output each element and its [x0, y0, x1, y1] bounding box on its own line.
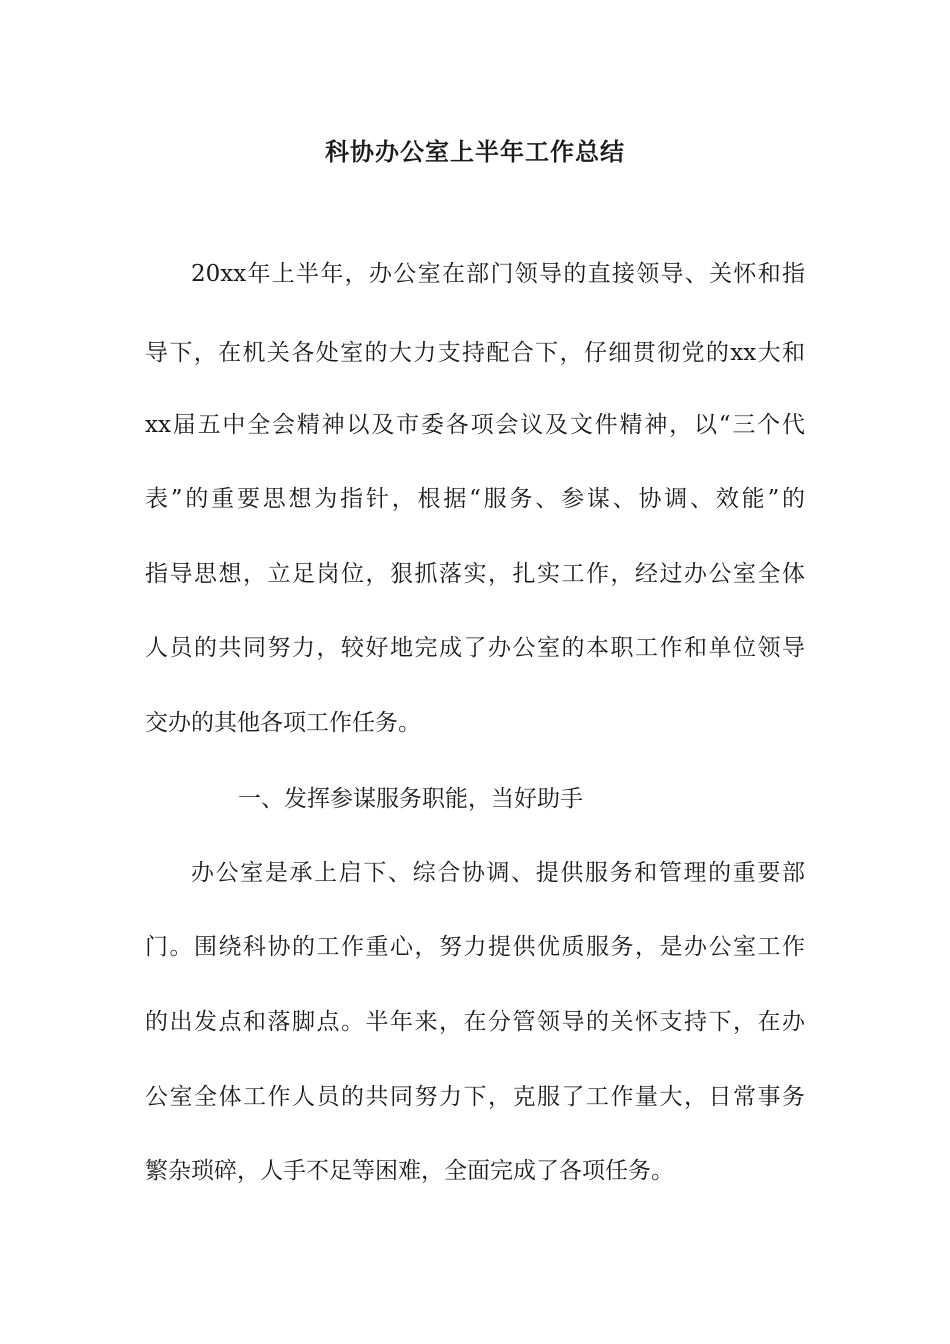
paragraph-1-line-1: 20xx年上半年，办公室在部门领导的直接领导、关怀和指 [191, 261, 805, 287]
paragraph-2-line-1: 办公室是承上启下、综合协调、提供服务和管理的重要部 [191, 860, 805, 886]
paragraph-1-line-2: 导下，在机关各处室的大力支持配合下，仔细贯彻党的xx大和 [145, 340, 805, 366]
paragraph-1-line-7: 交办的其他各项工作任务。 [145, 710, 421, 736]
paragraph-1-line-3: xx届五中全会精神以及市委各项会议及文件精神，以“三个代 [145, 412, 805, 438]
paragraph-2-line-2: 门。围绕科协的工作重心，努力提供优质服务，是办公室工作 [145, 934, 805, 960]
paragraph-2-line-3: 的出发点和落脚点。半年来，在分管领导的关怀支持下，在办 [145, 1009, 805, 1035]
paragraph-2-line-5: 繁杂琐碎，人手不足等困难，全面完成了各项任务。 [145, 1158, 674, 1184]
paragraph-1-line-5: 指导思想，立足岗位，狠抓落实，扎实工作，经过办公室全体 [145, 561, 805, 587]
document-title: 科协办公室上半年工作总结 [325, 138, 625, 166]
paragraph-1-line-4: 表”的重要思想为指针，根据“服务、参谋、协调、效能”的 [145, 486, 805, 512]
section-heading-1: 一、发挥参谋服务职能，当好助手 [238, 786, 583, 812]
paragraph-2-line-4: 公室全体工作人员的共同努力下，克服了工作量大，日常事务 [145, 1084, 805, 1110]
paragraph-1-line-6: 人员的共同努力，较好地完成了办公室的本职工作和单位领导 [145, 635, 805, 661]
